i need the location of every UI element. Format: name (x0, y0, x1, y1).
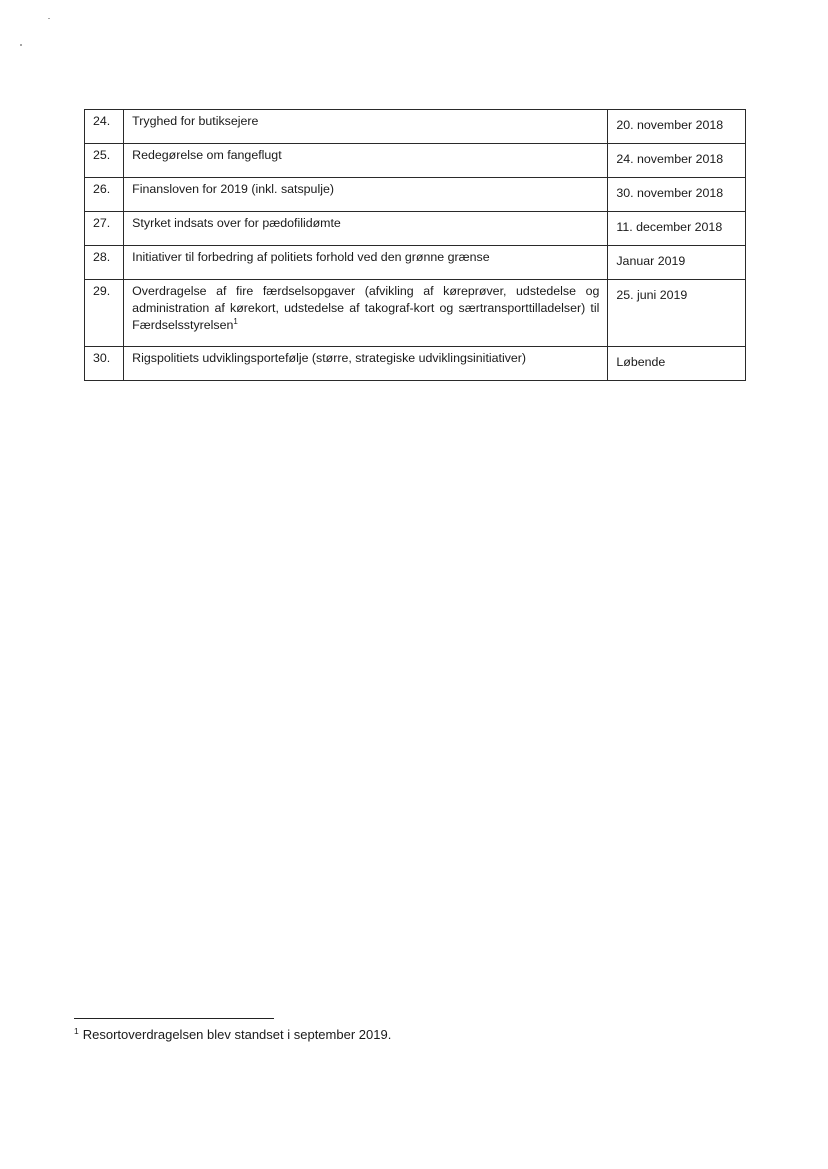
row-number: 29. (85, 280, 124, 347)
row-date: Januar 2019 (608, 246, 746, 280)
footnote-marker: 1 (74, 1025, 79, 1036)
table-row (85, 178, 746, 212)
table-row (85, 212, 746, 246)
task-table (84, 109, 746, 381)
table-row (85, 347, 746, 381)
table-row (85, 280, 746, 347)
footnote (74, 1026, 391, 1043)
table-row (85, 110, 746, 144)
row-title-text: Overdragelse af fire færdselsopgaver (afvikling af køreprøver, udstedelse og administration af kørekort, udstedelse af takograf-kort og særtransporttilladelser) til Færdselsstyrelsen (132, 284, 600, 332)
scan-speck (48, 18, 50, 19)
row-title: Redegørelse om fangeflugt (124, 144, 608, 178)
row-number: 26. (85, 178, 124, 212)
table-row (85, 144, 746, 178)
row-title (124, 280, 608, 347)
row-title: Tryghed for butiksejere (124, 110, 608, 144)
row-title: Rigspolitiets udviklingsportefølje (større, strategiske udviklingsinitiativer) (124, 347, 608, 381)
row-number: 30. (85, 347, 124, 381)
row-date: 25. juni 2019 (608, 280, 746, 347)
row-title: Initiativer til forbedring af politiets forhold ved den grønne grænse (124, 246, 608, 280)
row-date: Løbende (608, 347, 746, 381)
footnote-reference[interactable]: 1 (233, 316, 238, 326)
row-number: 28. (85, 246, 124, 280)
scan-speck (20, 44, 22, 46)
row-title: Styrket indsats over for pædofilidømte (124, 212, 608, 246)
row-date: 24. november 2018 (608, 144, 746, 178)
row-date: 11. december 2018 (608, 212, 746, 246)
row-title: Finansloven for 2019 (inkl. satspulje) (124, 178, 608, 212)
table-row (85, 246, 746, 280)
row-date: 30. november 2018 (608, 178, 746, 212)
footnote-text: Resortoverdragelsen blev standset i september 2019. (82, 1027, 392, 1042)
row-number: 25. (85, 144, 124, 178)
row-number: 27. (85, 212, 124, 246)
row-number: 24. (85, 110, 124, 144)
row-date: 20. november 2018 (608, 110, 746, 144)
footnote-divider (74, 1018, 274, 1019)
